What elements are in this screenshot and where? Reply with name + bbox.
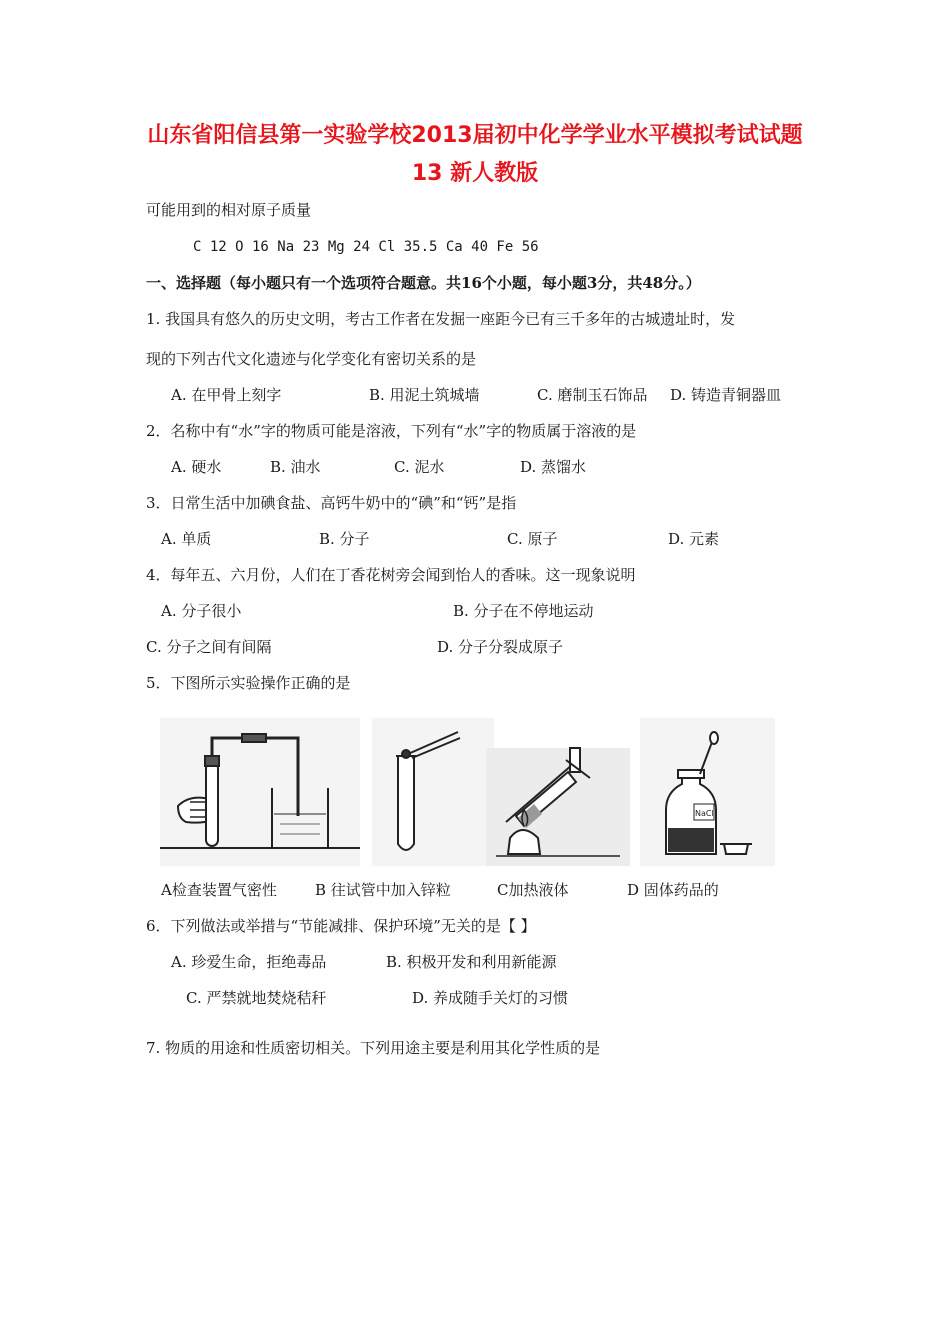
exam-title-line1: 山东省阳信县第一实验学校2013届初中化学学业水平模拟考试试题 <box>147 123 803 148</box>
q4-option-a: A. 分子很小 <box>161 602 242 620</box>
q5-option-c: C加热液体 <box>497 881 569 899</box>
section-heading: 一、选择题（每小题只有一个选项符合题意。共16个小题，每小题3分，共48分。） <box>146 274 701 292</box>
q5-option-b: B 往试管中加入锌粒 <box>315 881 451 899</box>
q5-option-d: D 固体药品的 <box>627 881 719 899</box>
q2-stem: 2．名称中有“水”字的物质可能是溶液，下列有“水”字的物质属于溶液的是 <box>146 422 637 440</box>
q4-option-c: C. 分子之间有间隔 <box>146 638 272 656</box>
q3-option-c: C. 原子 <box>507 530 558 548</box>
atomic-mass-heading: 可能用到的相对原子质量 <box>146 201 312 219</box>
q6-stem: 6．下列做法或举措与“节能减排、保护环境”无关的是【 】 <box>146 917 536 935</box>
heating-liquid-illustration <box>486 748 630 866</box>
nacl-jar-label: NaCl <box>695 809 714 818</box>
q1-option-a: A. 在甲骨上刻字 <box>171 386 282 404</box>
q6-option-a: A. 珍爱生命，拒绝毒品 <box>171 953 327 971</box>
atomic-mass-values: C 12 O 16 Na 23 Mg 24 Cl 35.5 Ca 40 Fe 56 <box>193 239 539 255</box>
q1-option-b: B. 用泥土筑城墙 <box>369 386 480 404</box>
q2-option-a: A. 硬水 <box>171 458 222 476</box>
q2-option-b: B. 油水 <box>270 458 321 476</box>
q5-option-a: A检查装置气密性 <box>161 881 277 899</box>
q1-stem-line1: 1. 我国具有悠久的历史文明，考古工作者在发掘一座距今已有三千多年的古城遗址时，发 <box>146 310 736 328</box>
q4-stem: 4．每年五、六月份，人们在丁香花树旁会闻到怡人的香味。这一现象说明 <box>146 566 636 584</box>
q3-option-b: B. 分子 <box>319 530 370 548</box>
solid-reagent-illustration <box>640 718 775 866</box>
q4-option-b: B. 分子在不停地运动 <box>453 602 594 620</box>
q3-stem: 3．日常生活中加碘食盐、高钙牛奶中的“碘”和“钙”是指 <box>146 494 517 512</box>
airtightness-check-illustration <box>160 718 360 866</box>
q3-option-d: D. 元素 <box>668 530 720 548</box>
q5-experiment-figure <box>160 718 775 866</box>
q1-stem-line2: 现的下列古代文化遗迹与化学变化有密切关系的是 <box>146 350 477 368</box>
q6-option-c: C. 严禁就地焚烧秸秆 <box>186 989 327 1007</box>
q6-option-b: B. 积极开发和利用新能源 <box>386 953 557 971</box>
q1-option-d: D. 铸造青铜器皿 <box>670 386 782 404</box>
q4-option-d: D. 分子分裂成原子 <box>437 638 564 656</box>
q3-option-a: A. 单质 <box>161 530 212 548</box>
add-zinc-illustration <box>372 718 494 866</box>
q7-stem: 7. 物质的用途和性质密切相关。下列用途主要是利用其化学性质的是 <box>146 1039 601 1057</box>
exam-title-line2: 13 新人教版 <box>411 161 539 186</box>
q2-option-c: C. 泥水 <box>394 458 445 476</box>
q6-option-d: D. 养成随手关灯的习惯 <box>412 989 569 1007</box>
q2-option-d: D. 蒸馏水 <box>520 458 587 476</box>
q1-option-c: C. 磨制玉石饰品 <box>537 386 648 404</box>
q5-stem: 5．下图所示实验操作正确的是 <box>146 674 351 692</box>
